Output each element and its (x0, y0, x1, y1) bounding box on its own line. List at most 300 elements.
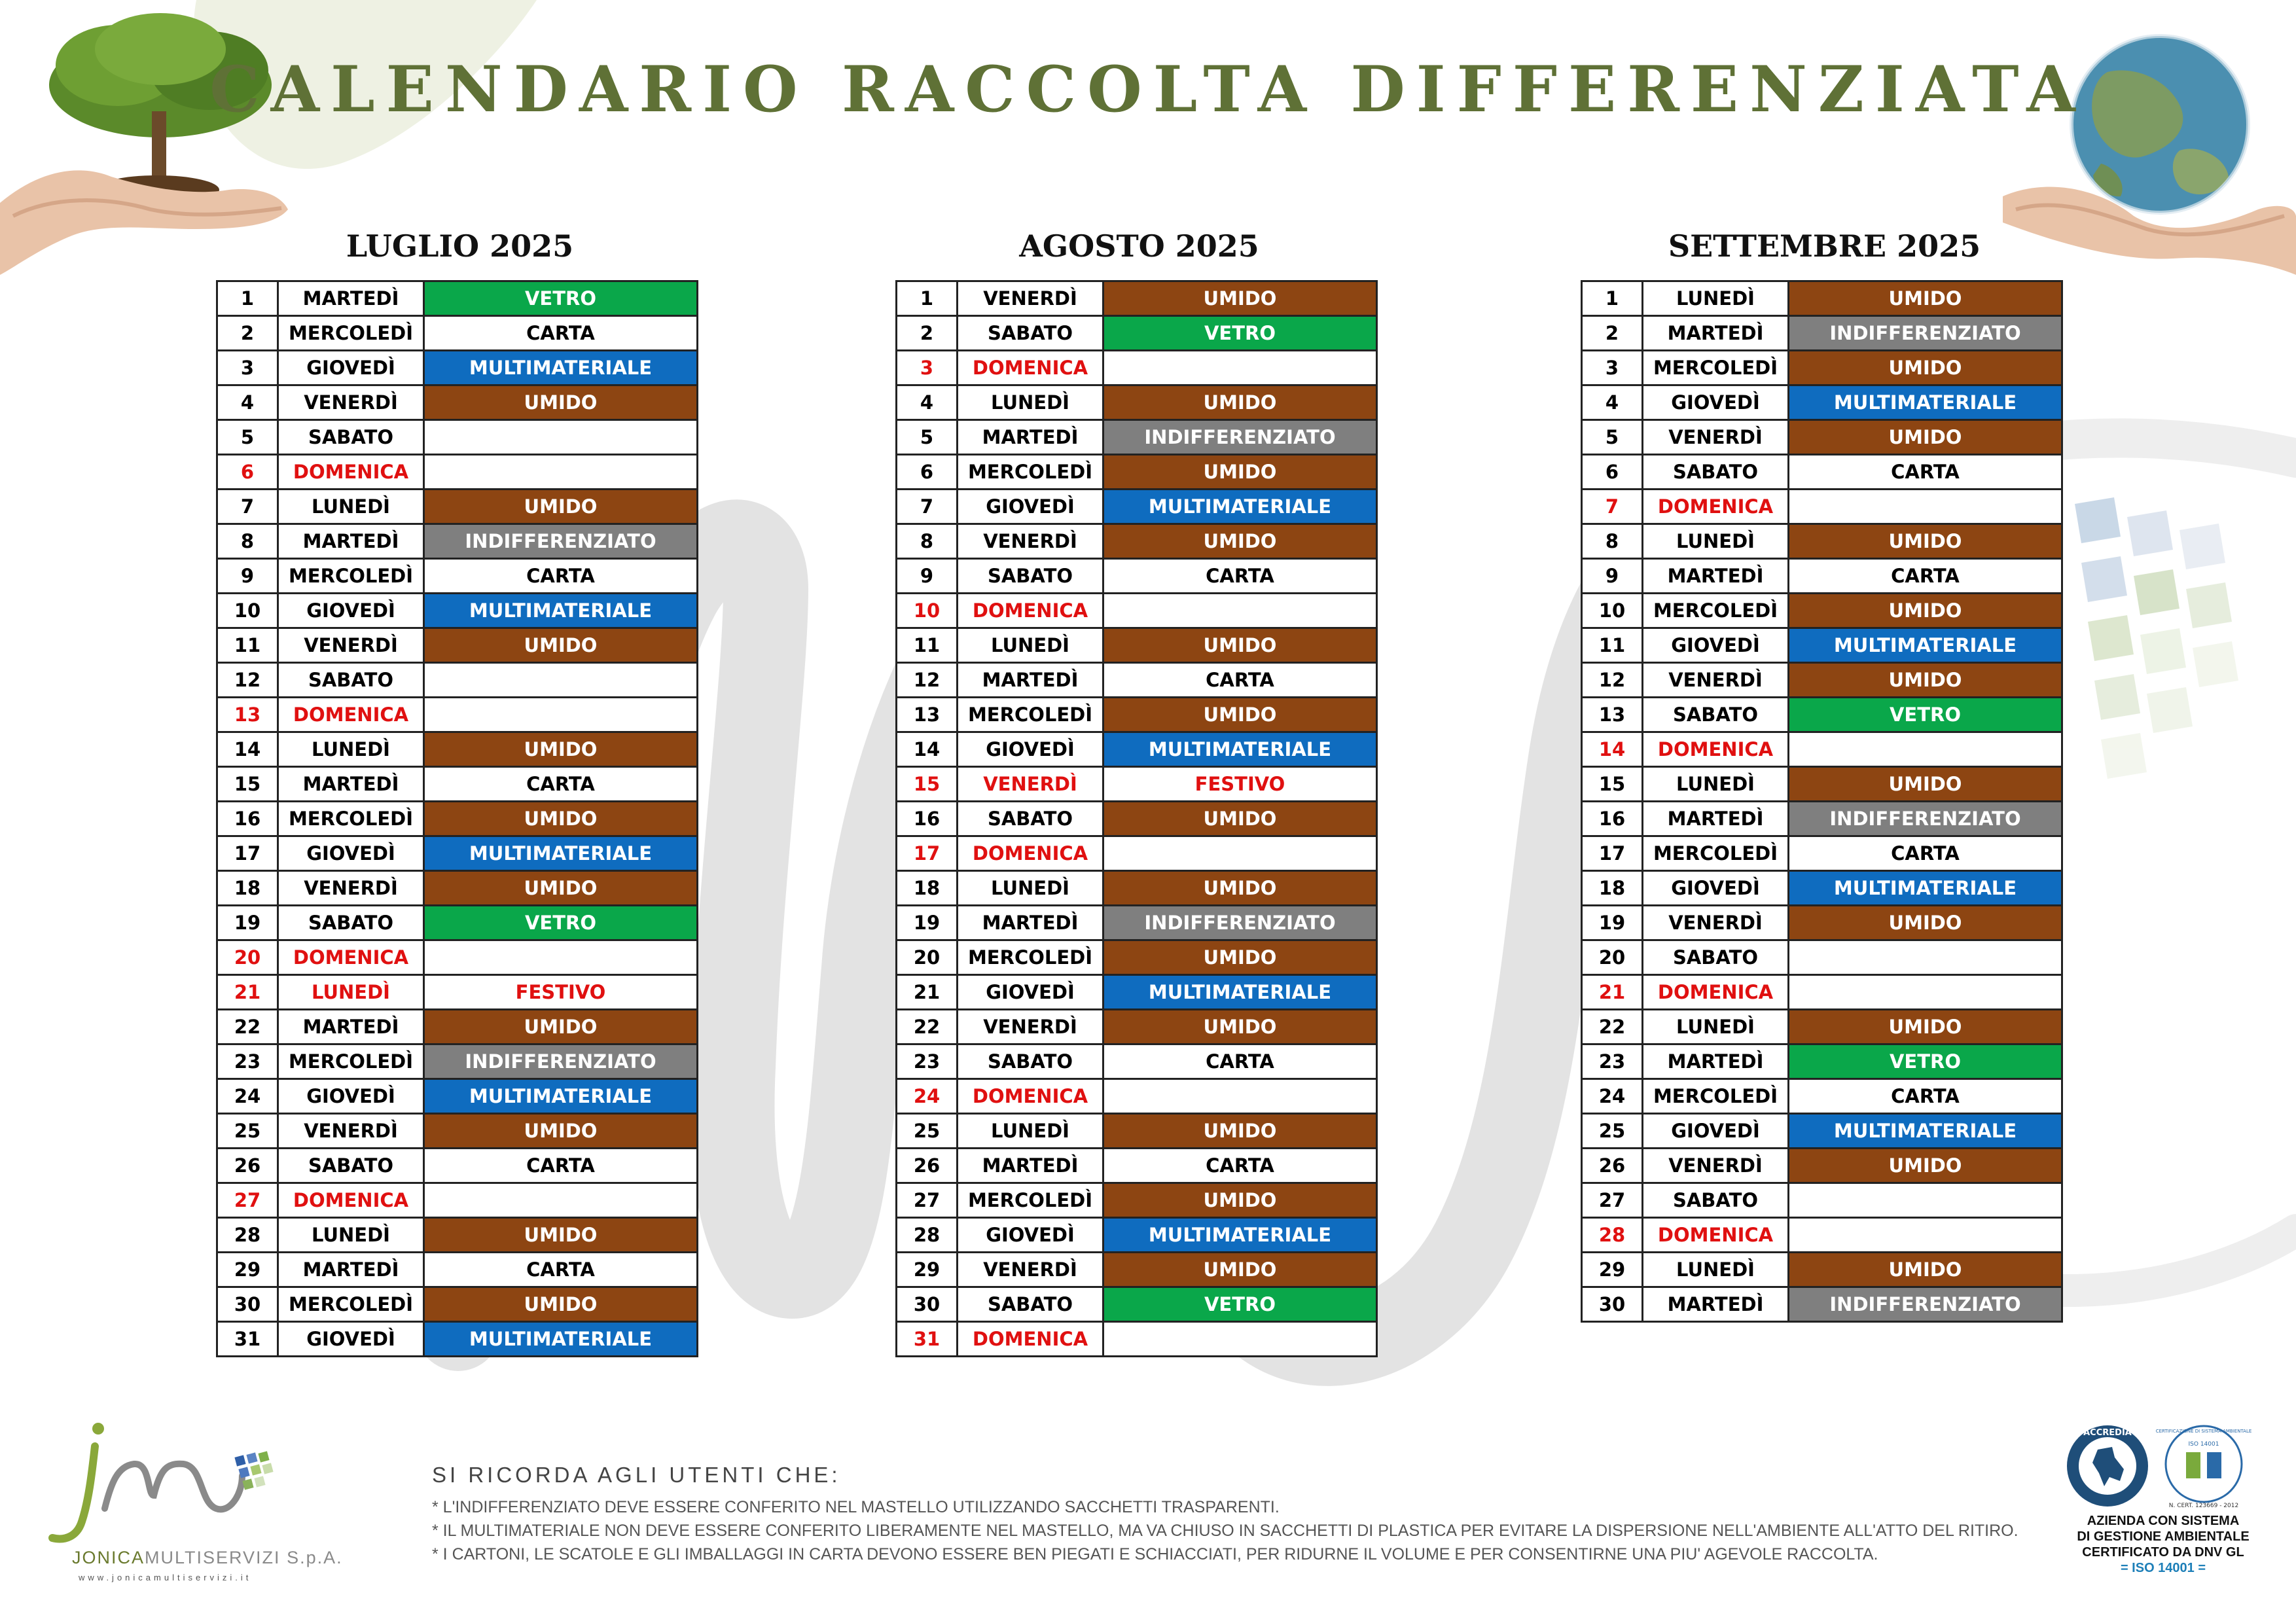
day-number: 7 (897, 490, 958, 524)
calendar-row (897, 767, 1377, 802)
day-number: 2 (897, 316, 958, 351)
month-title: SETTEMBRE 2025 (1668, 228, 1981, 264)
collection-type (1789, 732, 2062, 767)
weekday: GIOVEDÌ (958, 1218, 1103, 1253)
calendar-row (217, 1114, 698, 1149)
collection-type: VETRO (1103, 1287, 1377, 1322)
calendar-row (1582, 594, 2062, 628)
collection-type: VETRO (1789, 1044, 2062, 1079)
day-number: 12 (1582, 663, 1643, 698)
weekday: SABATO (1643, 698, 1789, 732)
day-number: 14 (1582, 732, 1643, 767)
weekday: SABATO (1643, 940, 1789, 975)
collection-type: UMIDO (424, 1010, 698, 1044)
weekday: VENERDÌ (958, 281, 1103, 316)
day-number: 11 (1582, 628, 1643, 663)
calendar-row (897, 1322, 1377, 1357)
weekday: SABATO (958, 1044, 1103, 1079)
calendar-row (217, 1079, 698, 1114)
calendar-row (897, 871, 1377, 906)
day-number: 3 (897, 351, 958, 385)
calendar-row (897, 281, 1377, 316)
calendar-row (1582, 1253, 2062, 1287)
calendar-row (217, 385, 698, 420)
day-number: 11 (217, 628, 278, 663)
collection-type (424, 420, 698, 455)
weekday: LUNEDÌ (1643, 281, 1789, 316)
weekday: VENERDÌ (1643, 420, 1789, 455)
calendar-row (897, 1218, 1377, 1253)
day-number: 5 (217, 420, 278, 455)
weekday: GIOVEDÌ (1643, 871, 1789, 906)
weekday: MERCOLEDÌ (1643, 836, 1789, 871)
day-number: 6 (217, 455, 278, 490)
calendar-row (897, 351, 1377, 385)
collection-type: INDIFFERENZIATO (424, 1044, 698, 1079)
collection-type: MULTIMATERIALE (424, 1079, 698, 1114)
weekday: DOMENICA (278, 940, 424, 975)
weekday: SABATO (278, 420, 424, 455)
weekday: MARTEDÌ (1643, 1044, 1789, 1079)
day-number: 26 (897, 1149, 958, 1183)
collection-type: UMIDO (424, 1218, 698, 1253)
weekday: GIOVEDÌ (278, 594, 424, 628)
calendar-row (897, 594, 1377, 628)
collection-type: UMIDO (1103, 455, 1377, 490)
user-notes (432, 1463, 2018, 1566)
calendar-row (897, 1183, 1377, 1218)
weekday: DOMENICA (278, 455, 424, 490)
day-number: 13 (897, 698, 958, 732)
weekday: MARTEDÌ (958, 420, 1103, 455)
weekday: MARTEDÌ (278, 1010, 424, 1044)
day-number: 15 (1582, 767, 1643, 802)
calendar-row (897, 1253, 1377, 1287)
collection-type: MULTIMATERIALE (1103, 490, 1377, 524)
collection-type: UMIDO (424, 1287, 698, 1322)
calendar-row (1582, 385, 2062, 420)
calendar-row (897, 1010, 1377, 1044)
calendar-row (1582, 802, 2062, 836)
collection-type: UMIDO (424, 385, 698, 420)
day-number: 16 (897, 802, 958, 836)
collection-type: MULTIMATERIALE (424, 836, 698, 871)
collection-type: UMIDO (1103, 1010, 1377, 1044)
weekday: GIOVEDÌ (958, 732, 1103, 767)
day-number: 8 (1582, 524, 1643, 559)
cert-iso: = ISO 14001 = (2120, 1561, 2206, 1575)
calendar-row (217, 1010, 698, 1044)
collection-type: CARTA (1103, 663, 1377, 698)
day-number: 14 (897, 732, 958, 767)
weekday: MERCOLEDÌ (958, 940, 1103, 975)
collection-type: CARTA (1789, 1079, 2062, 1114)
weekday: MERCOLEDÌ (278, 1044, 424, 1079)
weekday: DOMENICA (278, 1183, 424, 1218)
day-number: 9 (1582, 559, 1643, 594)
collection-type: FESTIVO (424, 975, 698, 1010)
calendar-row (217, 732, 698, 767)
weekday: DOMENICA (1643, 732, 1789, 767)
day-number: 19 (217, 906, 278, 940)
calendar-row (897, 1149, 1377, 1183)
calendar-row (217, 1287, 698, 1322)
weekday: GIOVEDÌ (278, 836, 424, 871)
calendar-row (1582, 490, 2062, 524)
day-number: 23 (217, 1044, 278, 1079)
collection-type (1103, 836, 1377, 871)
calendar-row (217, 698, 698, 732)
calendar-row (1582, 906, 2062, 940)
weekday: MARTEDÌ (1643, 559, 1789, 594)
collection-type: UMIDO (1789, 1253, 2062, 1287)
day-number: 30 (897, 1287, 958, 1322)
day-number: 7 (217, 490, 278, 524)
calendar-row (1582, 1079, 2062, 1114)
day-number: 12 (897, 663, 958, 698)
collection-type: MULTIMATERIALE (1789, 871, 2062, 906)
jm-logo-mark (26, 1417, 393, 1548)
collection-type (424, 698, 698, 732)
calendar-row (1582, 1044, 2062, 1079)
day-number: 28 (1582, 1218, 1643, 1253)
calendar-row (897, 420, 1377, 455)
day-number: 13 (1582, 698, 1643, 732)
calendar-row (217, 628, 698, 663)
weekday: MERCOLEDÌ (278, 1287, 424, 1322)
day-number: 20 (897, 940, 958, 975)
collection-type: MULTIMATERIALE (424, 594, 698, 628)
weekday: SABATO (1643, 455, 1789, 490)
day-number: 6 (1582, 455, 1643, 490)
calendar-row (217, 802, 698, 836)
day-number: 29 (1582, 1253, 1643, 1287)
day-number: 20 (1582, 940, 1643, 975)
day-number: 5 (897, 420, 958, 455)
day-number: 8 (897, 524, 958, 559)
day-number: 18 (217, 871, 278, 906)
weekday: DOMENICA (958, 594, 1103, 628)
collection-type: CARTA (1103, 559, 1377, 594)
day-number: 5 (1582, 420, 1643, 455)
collection-type (424, 940, 698, 975)
company-url[interactable]: www.jonicamultiservizi.it (79, 1573, 252, 1582)
calendar-row (897, 628, 1377, 663)
weekday: MERCOLEDÌ (958, 455, 1103, 490)
calendar-row (897, 802, 1377, 836)
day-number: 10 (217, 594, 278, 628)
weekday: MARTEDÌ (1643, 802, 1789, 836)
weekday: GIOVEDÌ (958, 490, 1103, 524)
weekday: LUNEDÌ (958, 385, 1103, 420)
collection-type: UMIDO (1789, 1010, 2062, 1044)
weekday: MERCOLEDÌ (1643, 594, 1789, 628)
day-number: 12 (217, 663, 278, 698)
collection-type (1103, 351, 1377, 385)
collection-type (1789, 975, 2062, 1010)
day-number: 27 (217, 1183, 278, 1218)
collection-type: UMIDO (1789, 594, 2062, 628)
seal-text: CERTIFICAZIONE DI SISTEMA AMBIENTALE (2155, 1429, 2252, 1434)
collection-type: MULTIMATERIALE (1789, 628, 2062, 663)
day-number: 9 (217, 559, 278, 594)
collection-type: UMIDO (1103, 524, 1377, 559)
calendar-row (1582, 524, 2062, 559)
weekday: DOMENICA (958, 1079, 1103, 1114)
collection-type (1789, 1183, 2062, 1218)
collection-type: UMIDO (424, 1114, 698, 1149)
calendar-row (217, 351, 698, 385)
weekday: GIOVEDÌ (278, 1322, 424, 1357)
collection-type: UMIDO (424, 490, 698, 524)
weekday: GIOVEDÌ (1643, 628, 1789, 663)
weekday: VENERDÌ (1643, 1149, 1789, 1183)
weekday: DOMENICA (278, 698, 424, 732)
day-number: 25 (1582, 1114, 1643, 1149)
calendar-row (1582, 698, 2062, 732)
seal-text: N. CERT. 123669 - 2012 (2168, 1503, 2239, 1509)
collection-type: CARTA (424, 559, 698, 594)
day-number: 11 (897, 628, 958, 663)
weekday: SABATO (958, 802, 1103, 836)
day-number: 17 (217, 836, 278, 871)
collection-type: FESTIVO (1103, 767, 1377, 802)
weekday: VENERDÌ (958, 524, 1103, 559)
calendar-row (217, 524, 698, 559)
collection-type: UMIDO (1789, 524, 2062, 559)
day-number: 22 (897, 1010, 958, 1044)
day-number: 1 (1582, 281, 1643, 316)
day-number: 17 (897, 836, 958, 871)
collection-type (1103, 1079, 1377, 1114)
calendar-row (897, 559, 1377, 594)
collection-type: UMIDO (1103, 1183, 1377, 1218)
collection-type: VETRO (1789, 698, 2062, 732)
day-number: 4 (217, 385, 278, 420)
weekday: DOMENICA (1643, 1218, 1789, 1253)
day-number: 26 (1582, 1149, 1643, 1183)
calendar-row (897, 836, 1377, 871)
collection-type (424, 1183, 698, 1218)
weekday: MARTEDÌ (278, 767, 424, 802)
calendar-row (897, 524, 1377, 559)
weekday: MERCOLEDÌ (278, 316, 424, 351)
weekday: MERCOLEDÌ (958, 1183, 1103, 1218)
weekday: LUNEDÌ (1643, 1253, 1789, 1287)
collection-type: UMIDO (424, 628, 698, 663)
weekday: VENERDÌ (1643, 906, 1789, 940)
weekday: GIOVEDÌ (958, 975, 1103, 1010)
collection-type: CARTA (1789, 559, 2062, 594)
weekday: VENERDÌ (958, 1010, 1103, 1044)
calendar-row (1582, 351, 2062, 385)
weekday: LUNEDÌ (278, 1218, 424, 1253)
day-number: 25 (897, 1114, 958, 1149)
calendar-row (1582, 1114, 2062, 1149)
weekday: MARTEDÌ (1643, 1287, 1789, 1322)
weekday: MARTEDÌ (958, 663, 1103, 698)
weekday: GIOVEDÌ (278, 351, 424, 385)
day-number: 19 (897, 906, 958, 940)
certification-text (2052, 1513, 2274, 1576)
collection-type: UMIDO (1103, 802, 1377, 836)
cert-line: DI GESTIONE AMBIENTALE (2077, 1529, 2250, 1544)
collection-type: CARTA (1103, 1149, 1377, 1183)
day-number: 15 (217, 767, 278, 802)
weekday: DOMENICA (958, 1322, 1103, 1357)
calendar-row (217, 836, 698, 871)
weekday: DOMENICA (1643, 490, 1789, 524)
calendar-row (897, 732, 1377, 767)
calendar-row (217, 1253, 698, 1287)
collection-type: UMIDO (1103, 871, 1377, 906)
weekday: SABATO (958, 316, 1103, 351)
calendar-row (897, 1287, 1377, 1322)
weekday: SABATO (278, 1149, 424, 1183)
day-number: 8 (217, 524, 278, 559)
seal-text: ISO 14001 (2188, 1441, 2219, 1448)
weekday: LUNEDÌ (278, 732, 424, 767)
calendar-row (217, 767, 698, 802)
day-number: 4 (1582, 385, 1643, 420)
collection-type: VETRO (1103, 316, 1377, 351)
calendar-row (1582, 871, 2062, 906)
day-number: 30 (217, 1287, 278, 1322)
calendar-row (217, 871, 698, 906)
collection-type: UMIDO (1789, 1149, 2062, 1183)
calendar-row (897, 1079, 1377, 1114)
collection-type (424, 663, 698, 698)
collection-type: MULTIMATERIALE (424, 1322, 698, 1357)
collection-type: UMIDO (424, 802, 698, 836)
weekday: SABATO (958, 1287, 1103, 1322)
calendar-row (897, 1114, 1377, 1149)
collection-type: UMIDO (1103, 1253, 1377, 1287)
collection-type: CARTA (424, 767, 698, 802)
collection-type (1103, 594, 1377, 628)
weekday: MARTEDÌ (278, 524, 424, 559)
day-number: 15 (897, 767, 958, 802)
collection-type: UMIDO (1103, 1114, 1377, 1149)
collection-type (1103, 1322, 1377, 1357)
calendar-row (217, 490, 698, 524)
calendar-row (217, 1322, 698, 1357)
day-number: 21 (217, 975, 278, 1010)
calendar-row (897, 940, 1377, 975)
weekday: LUNEDÌ (1643, 767, 1789, 802)
calendar-row (897, 1044, 1377, 1079)
weekday: LUNEDÌ (278, 490, 424, 524)
weekday: GIOVEDÌ (278, 1079, 424, 1114)
day-number: 21 (1582, 975, 1643, 1010)
collection-type: UMIDO (424, 732, 698, 767)
weekday: MARTEDÌ (958, 1149, 1103, 1183)
day-number: 18 (897, 871, 958, 906)
calendar-row (1582, 281, 2062, 316)
collection-type: UMIDO (1789, 420, 2062, 455)
collection-type: INDIFFERENZIATO (1789, 1287, 2062, 1322)
notes-line: * L'INDIFFERENZIATO DEVE ESSERE CONFERITO NEL MASTELLO UTILIZZANDO SACCHETTI TRASPARENTI. (432, 1498, 1280, 1516)
weekday: SABATO (1643, 1183, 1789, 1218)
collection-type: MULTIMATERIALE (424, 351, 698, 385)
calendar-row (897, 975, 1377, 1010)
collection-type: CARTA (1789, 836, 2062, 871)
calendar-row (1582, 628, 2062, 663)
collection-type (1789, 940, 2062, 975)
collection-type: CARTA (1103, 1044, 1377, 1079)
weekday: VENERDÌ (958, 767, 1103, 802)
weekday: LUNEDÌ (958, 871, 1103, 906)
calendar-row (217, 316, 698, 351)
calendar-row (217, 1218, 698, 1253)
calendar-row (1582, 767, 2062, 802)
weekday: SABATO (958, 559, 1103, 594)
calendar-row (897, 698, 1377, 732)
weekday: VENERDÌ (278, 628, 424, 663)
calendar-row (1582, 732, 2062, 767)
day-number: 28 (897, 1218, 958, 1253)
weekday: DOMENICA (958, 836, 1103, 871)
collection-type: MULTIMATERIALE (1789, 1114, 2062, 1149)
collection-type: UMIDO (424, 871, 698, 906)
collection-type: UMIDO (1103, 940, 1377, 975)
collection-type: UMIDO (1103, 628, 1377, 663)
day-number: 24 (1582, 1079, 1643, 1114)
day-number: 4 (897, 385, 958, 420)
day-number: 1 (217, 281, 278, 316)
collection-type: INDIFFERENZIATO (424, 524, 698, 559)
day-number: 26 (217, 1149, 278, 1183)
collection-type: UMIDO (1789, 663, 2062, 698)
collection-type: INDIFFERENZIATO (1789, 316, 2062, 351)
collection-type: MULTIMATERIALE (1789, 385, 2062, 420)
calendar-row (217, 906, 698, 940)
collection-type: INDIFFERENZIATO (1789, 802, 2062, 836)
day-number: 3 (217, 351, 278, 385)
cert-line: AZIENDA CON SISTEMA (2087, 1514, 2240, 1528)
day-number: 31 (217, 1322, 278, 1357)
seal-text: ACCREDIA (2083, 1428, 2132, 1438)
day-number: 7 (1582, 490, 1643, 524)
day-number: 31 (897, 1322, 958, 1357)
day-number: 19 (1582, 906, 1643, 940)
calendar-table (216, 280, 698, 1357)
weekday: LUNEDÌ (958, 1114, 1103, 1149)
collection-type: MULTIMATERIALE (1103, 1218, 1377, 1253)
day-number: 27 (897, 1183, 958, 1218)
weekday: MARTEDÌ (278, 1253, 424, 1287)
collection-type: CARTA (424, 316, 698, 351)
calendar-row (1582, 1010, 2062, 1044)
day-number: 10 (897, 594, 958, 628)
weekday: MARTEDÌ (278, 281, 424, 316)
day-number: 16 (1582, 802, 1643, 836)
company-name: JONICAMULTISERVIZI S.p.A. (72, 1548, 343, 1567)
collection-type: MULTIMATERIALE (1103, 732, 1377, 767)
collection-type (1789, 490, 2062, 524)
collection-type: UMIDO (1789, 281, 2062, 316)
collection-type (1789, 1218, 2062, 1253)
weekday: MERCOLEDÌ (958, 698, 1103, 732)
day-number: 29 (217, 1253, 278, 1287)
calendar-row (1582, 940, 2062, 975)
weekday: SABATO (278, 906, 424, 940)
collection-type: CARTA (1789, 455, 2062, 490)
day-number: 30 (1582, 1287, 1643, 1322)
collection-type: UMIDO (1789, 351, 2062, 385)
collection-type: MULTIMATERIALE (1103, 975, 1377, 1010)
page-title: CALENDARIO RACCOLTA DIFFERENZIATA (209, 52, 2087, 126)
